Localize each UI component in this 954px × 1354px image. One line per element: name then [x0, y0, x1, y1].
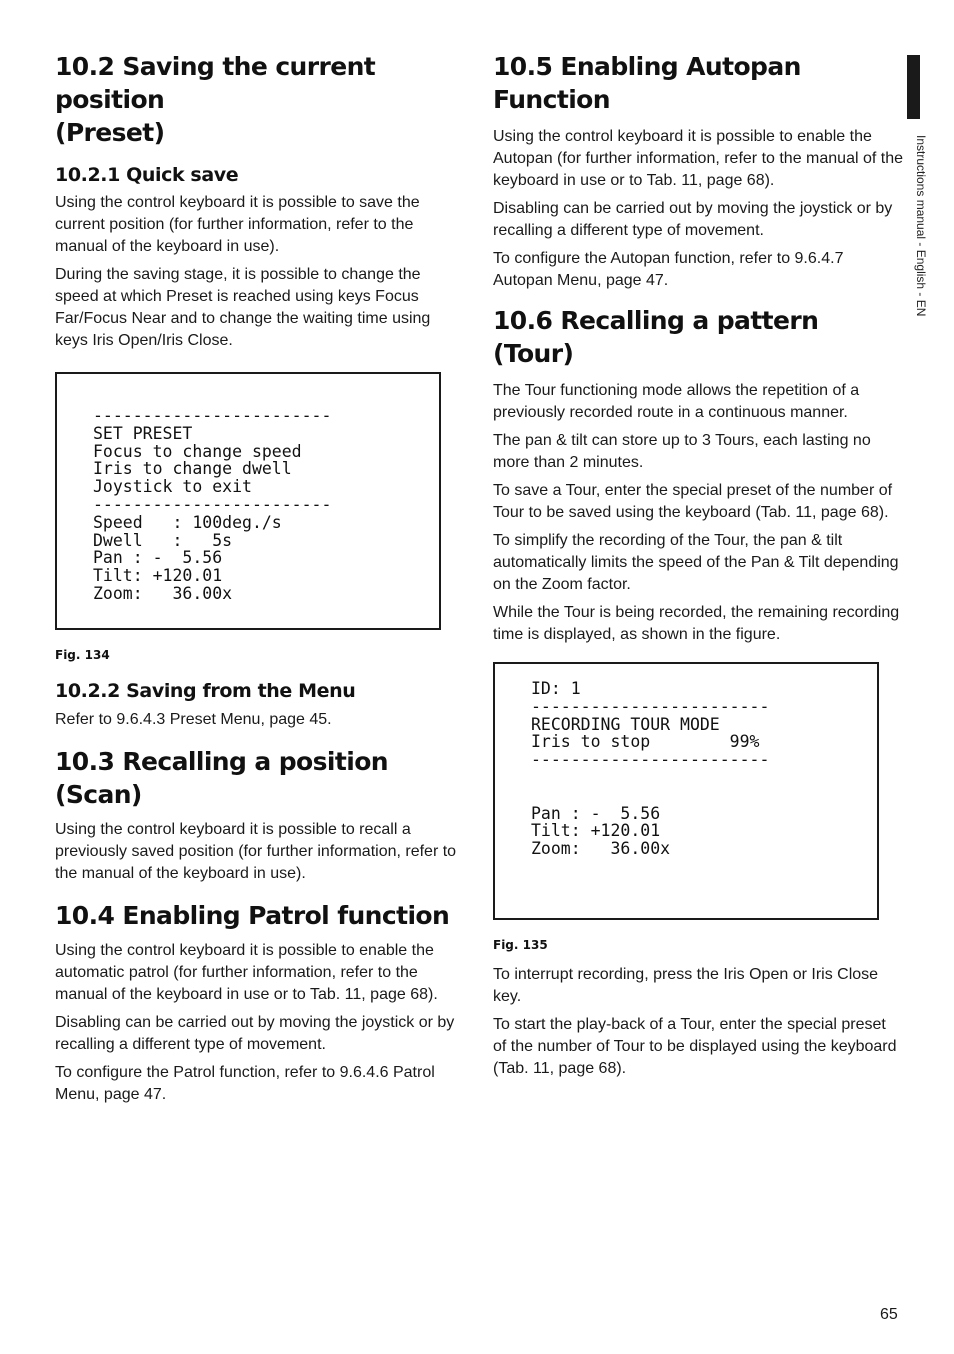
fig-134-osd-line: Tilt: +120.01 — [93, 566, 223, 586]
section-10-5-para-3: To configure the Autopan function, refer to 9.6.4.7 Autopan Menu, page 47. — [493, 250, 844, 289]
section-10-2-title-line1: 10.2 Saving the current position — [55, 52, 376, 114]
section-10-2-2-para-1: Refer to 9.6.4.3 Preset Menu, page 45. — [55, 711, 332, 728]
fig-134-osd-line: Pan : - 5.56 — [93, 548, 223, 568]
fig-135-osd-line: ------------------------ — [531, 696, 770, 716]
section-10-5-para-1: Using the control keyboard it is possible to enable the Autopan (for further information, refer to the manual of the keyboard in use or to Tab. 11, page 68). — [493, 128, 903, 189]
fig-135-osd-line: ------------------------ — [531, 750, 770, 770]
fig-135-osd-line: Pan : - 5.56 — [531, 803, 661, 823]
fig-134-osd-line: ------------------------ — [93, 406, 332, 425]
section-10-3-title: 10.3 Recalling a position (Scan) — [55, 747, 388, 809]
fig-134-osd-line: ------------------------ — [93, 494, 332, 514]
fig-135-osd-line: RECORDING TOUR MODE — [531, 714, 720, 734]
fig-135-osd-line: Iris to stop 99% — [531, 732, 760, 752]
section-10-5-title: 10.5 Enabling Autopan Function — [493, 52, 801, 114]
section-10-2-title — [55, 50, 467, 149]
page-number: 65 — [880, 1306, 898, 1323]
fig-134-osd-line: Speed : 100deg./s — [93, 512, 282, 532]
right-column — [493, 48, 903, 1086]
fig-135-osd-line — [531, 787, 877, 805]
fig-135-osd-line: ID: 1 — [531, 679, 581, 698]
section-10-2-1-title: 10.2.1 Quick save — [55, 164, 239, 186]
section-tab-marker — [907, 55, 920, 119]
section-10-4-para-2: Disabling can be carried out by moving the joystick or by recalling a different type of movement. — [55, 1014, 455, 1053]
fig-134-osd-line: SET PRESET — [93, 423, 193, 443]
after-figure-para-1: To interrupt recording, press the Iris Open or Iris Close key. — [493, 966, 879, 1005]
fig-135-caption: Fig. 135 — [493, 938, 548, 952]
section-10-4-para-3: To configure the Patrol function, refer to 9.6.4.6 Patrol Menu, page 47. — [55, 1064, 435, 1103]
section-10-6-title: 10.6 Recalling a pattern (Tour) — [493, 306, 819, 368]
section-10-2-title-line2: (Preset) — [55, 118, 165, 147]
section-10-6-para-2: The pan & tilt can store up to 3 Tours, each lasting no more than 2 minutes. — [493, 432, 871, 471]
fig-134-osd-line: Focus to change speed — [93, 441, 302, 461]
section-10-6-para-3: To save a Tour, enter the special preset of the number of Tour to be saved using the keyboard (Tab. 11, page 68). — [493, 482, 893, 521]
section-10-6-para-4: To simplify the recording of the Tour, the pan & tilt automatically limits the speed of the Pan & Tilt depending on the Zoom factor. — [493, 532, 899, 593]
section-10-6-para-1: The Tour functioning mode allows the repetition of a previously recorded route in a continuous manner. — [493, 382, 860, 421]
section-10-6-para-5: While the Tour is being recorded, the remaining recording time is displayed, as shown in the figure. — [493, 604, 900, 643]
section-10-2-1-para-2: During the saving stage, it is possible to change the speed at which Preset is reached using keys Focus Far/Focus Near and to change the waiting time using keys Iris Open/Iris Close. — [55, 266, 431, 349]
fig-135-osd-line — [531, 769, 877, 787]
fig-134-osd-line: Iris to change dwell — [93, 459, 292, 479]
fig-135-osd-line: Tilt: +120.01 — [531, 821, 661, 841]
fig-134-osd-line: Joystick to exit — [93, 477, 252, 497]
fig-135-osd-screen — [493, 662, 879, 920]
fig-134-osd-screen — [55, 372, 441, 630]
fig-134-osd-line: Zoom: 36.00x — [93, 583, 233, 603]
section-10-2-1-para-1: Using the control keyboard it is possible to save the current position (for further information, refer to the manual of the keyboard in use). — [55, 194, 420, 255]
after-figure-para-2: To start the play-back of a Tour, enter the special preset of the number of Tour to be displayed using the keyboard (Tab. 11, page 68). — [493, 1016, 897, 1077]
section-10-4-para-1: Using the control keyboard it is possible to enable the automatic patrol (for further information, refer to the manual of the keyboard in use or to Tab. 11, page 68). — [55, 942, 438, 1003]
section-10-4-title: 10.4 Enabling Patrol function — [55, 901, 450, 930]
left-column — [55, 48, 467, 1112]
manual-language-label: Instructions manual - English - EN — [914, 135, 928, 317]
section-10-2-2-title: 10.2.2 Saving from the Menu — [55, 680, 356, 702]
section-10-3-para-1: Using the control keyboard it is possible to recall a previously saved position (for further information, refer to the manual of the keyboard in use). — [55, 821, 457, 882]
fig-134-caption: Fig. 134 — [55, 648, 110, 662]
section-10-5-para-2: Disabling can be carried out by moving the joystick or by recalling a different type of movement. — [493, 200, 893, 239]
fig-135-osd-line: Zoom: 36.00x — [531, 839, 671, 859]
fig-134-osd-line: Dwell : 5s — [93, 530, 233, 550]
